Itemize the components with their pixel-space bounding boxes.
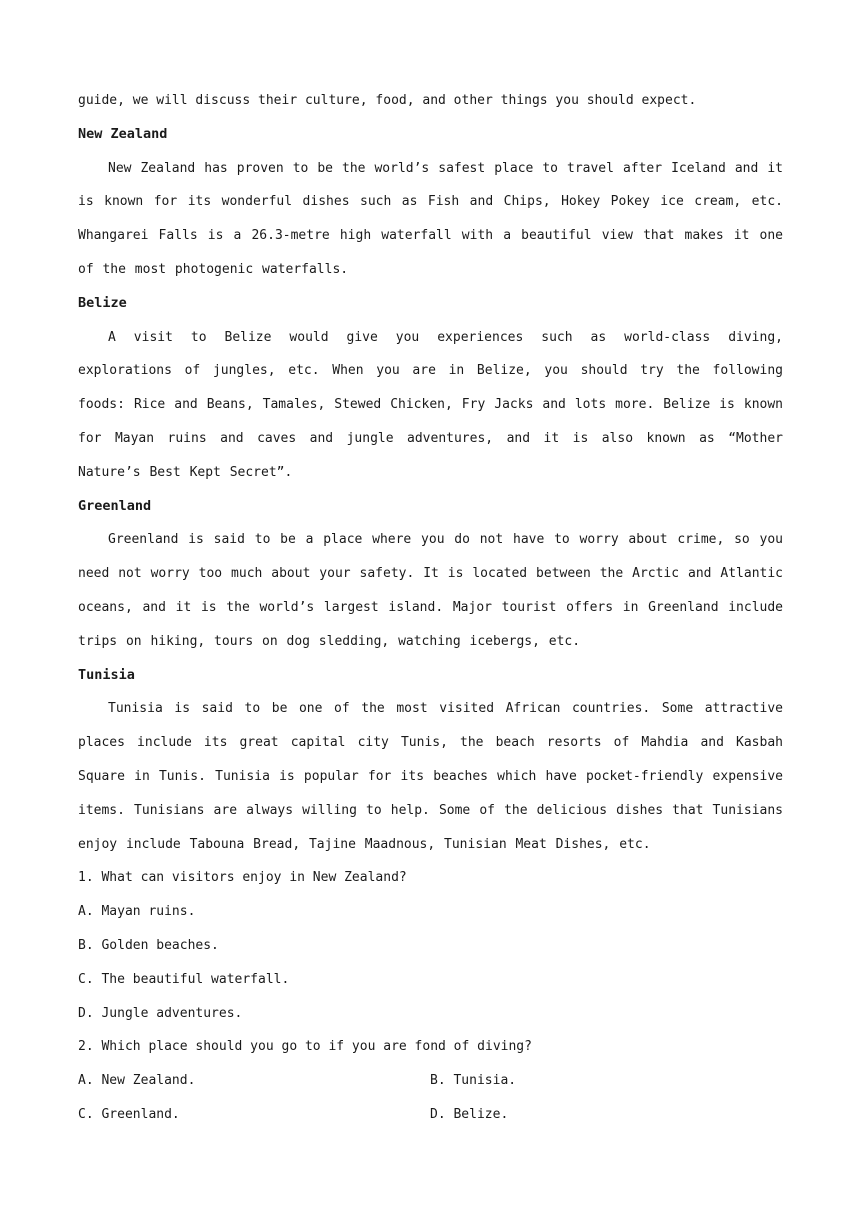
question-2-options-row-2 xyxy=(78,1098,783,1132)
section-heading-greenland: Greenland xyxy=(78,497,152,514)
section-text-greenland: Greenland is said to be a place where you do not have to worry about crime, so you need not worry too much about your safety. It is located between the Arctic and Atlantic oceans, and it is the world’s largest island. Major tourist offers in Greenland include trips on hiking, tours on dog sledding, watching icebergs, etc. xyxy=(78,532,783,649)
section-text-new-zealand: New Zealand has proven to be the world’s safest place to travel after Iceland and it is known for its wonderful dishes such as Fish and Chips, Hokey Pokey ice cream, etc. Whangarei Falls is a 26.3-metre high waterfall with a beautiful view that makes it one of the most photogenic waterfalls. xyxy=(78,160,783,277)
question-2-option-d: D. Belize. xyxy=(430,1106,509,1122)
section-text-belize: A visit to Belize would give you experiences such as world-class diving, explorations of jungles, etc. When you are in Belize, you should try the following foods: Rice and Beans, Tamales, Stewed Chicken, Fry Jacks and lots more. Belize is known for Mayan ruins and caves and jungle adventures, and it is also known as “Mother Nature’s Best Kept Secret”. xyxy=(78,329,783,480)
document-page xyxy=(78,84,783,1132)
section-heading-tunisia: Tunisia xyxy=(78,666,135,683)
question-2-option-b: B. Tunisia. xyxy=(430,1073,517,1089)
question-2-option-a: A. New Zealand. xyxy=(78,1073,196,1089)
question-1-option-d: D. Jungle adventures. xyxy=(78,1005,243,1021)
question-1-option-a: A. Mayan ruins. xyxy=(78,904,196,920)
question-2-stem: 2. Which place should you go to if you are fond of diving? xyxy=(78,1039,532,1055)
section-heading-belize: Belize xyxy=(78,294,127,311)
question-2-options-row-1 xyxy=(78,1064,783,1098)
intro-text: guide, we will discuss their culture, food, and other things you should expect. xyxy=(78,93,697,108)
question-2-option-c: C. Greenland. xyxy=(78,1106,180,1122)
section-heading-new-zealand: New Zealand xyxy=(78,125,168,142)
question-1-option-c: C. The beautiful waterfall. xyxy=(78,971,290,987)
question-1-option-b: B. Golden beaches. xyxy=(78,937,219,953)
question-1-stem: 1. What can visitors enjoy in New Zealand? xyxy=(78,870,407,886)
section-text-tunisia: Tunisia is said to be one of the most visited African countries. Some attractive places include its great capital city Tunis, the beach resorts of Mahdia and Kasbah Square in Tunis. Tunisia is popular for its beaches which have pocket-friendly expensive items. Tunisians are always willing to help. Some of the delicious dishes that Tunisians enjoy include Tabouna Bread, Tajine Maadnous, Tunisian Meat Dishes, etc. xyxy=(78,701,783,852)
